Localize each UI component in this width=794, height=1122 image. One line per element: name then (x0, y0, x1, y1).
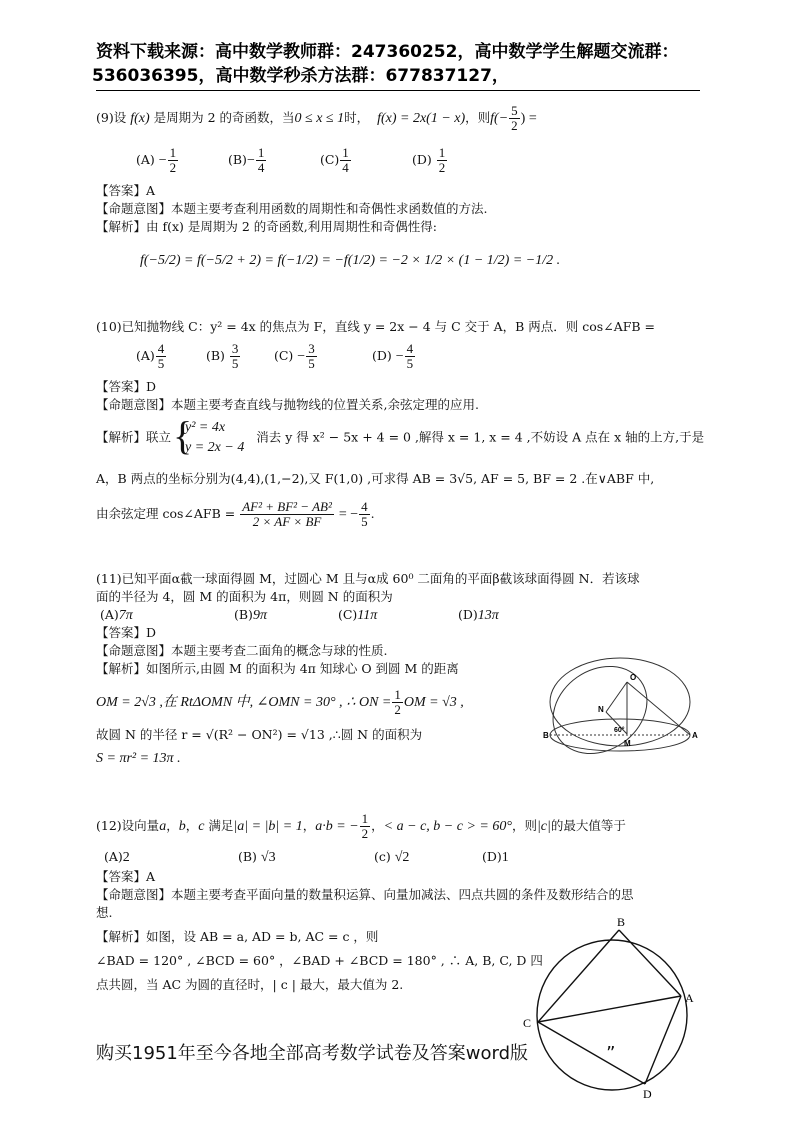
sphere-figure (540, 650, 700, 760)
q12-option-b (238, 848, 370, 867)
q11-intent-text: 本题主要考查二面角的概念与球的性质. (171, 643, 388, 658)
q11-number: (11) (96, 571, 122, 586)
q10-cos-den: 2 × AF × BF (252, 514, 322, 529)
q9-option-b (228, 146, 316, 175)
q11-option-c-label: (C) (337, 607, 358, 622)
q9-options (136, 146, 448, 175)
q9-option-d (412, 146, 448, 175)
q9-analysis-tag: 【解析】 (96, 219, 147, 234)
q9-option-c (320, 146, 408, 175)
q10-option-c-num: 3 (308, 341, 315, 356)
q9-option-d-frac (437, 146, 448, 175)
q10-analysis-tag: 【解析】 (96, 429, 147, 445)
q10-analysis-b: 消去 y 得 x² − 5x + 4 = 0 ,解得 x = 1, x = 4 ,不妨设 A 点在 x 轴的上方,于是 (256, 429, 705, 445)
q11-option-c-value: 11π (357, 608, 378, 623)
q9-definition: f(x) = 2x(1 − x) (377, 111, 466, 126)
fig-label-c: C (523, 1016, 532, 1030)
q10-option-c (274, 342, 368, 371)
q10-cos-result (359, 500, 370, 529)
q9-ask-den: 2 (511, 118, 518, 133)
q12-answer-tag: 【答案】 (96, 869, 147, 884)
q12-answer-value: A (146, 869, 156, 884)
q11-analysis-line-2 (96, 688, 464, 717)
line-on (606, 682, 627, 712)
q11-half-den: 2 (394, 702, 401, 717)
q9-intent-text: 本题主要考查利用函数的周期性和奇偶性求函数值的方法. (171, 201, 488, 216)
fig-label-b: B (543, 731, 549, 740)
q11-answer-tag: 【答案】 (96, 625, 147, 640)
q12-option-c-value: √2 (394, 850, 410, 865)
q10-cos-rden: 5 (361, 514, 368, 529)
q12-option-c (374, 848, 478, 867)
q9-option-b-sign: − (246, 153, 255, 168)
q10-analysis-line-3 (96, 500, 375, 529)
q12-answer (96, 868, 155, 886)
q11-option-a (100, 606, 230, 625)
q10-option-a (136, 342, 202, 371)
q9-ask-end: ) = (520, 111, 537, 126)
q12-angle: < a − c, b − c > = 60° (383, 819, 512, 834)
q11-option-b-value: 9π (252, 608, 267, 623)
q12-options (104, 848, 509, 867)
q9-condition: 0 ≤ x ≤ 1 (294, 111, 345, 126)
q12-analysis-line-1 (96, 928, 378, 946)
q10-cos-frac (240, 500, 334, 529)
q11-intent-tag: 【命题意图】 (96, 643, 172, 658)
q11-option-d (458, 606, 499, 625)
q9-option-a-num: 1 (169, 145, 177, 160)
q10-cos-num: AF² + BF² − AB² (242, 499, 332, 514)
side-ba (619, 930, 681, 996)
q9-option-a (136, 146, 224, 175)
q12-text-b: 满足 (208, 818, 234, 833)
q11-stem-line-2: 面的半径为 4，圆 M 的面积为 4π，则圆 N 的面积为 (96, 589, 393, 604)
q9-option-d-num: 1 (438, 145, 446, 160)
q10-intent-tag: 【命题意图】 (96, 397, 172, 412)
q10-text: 已知抛物线 C：y² = 4x 的焦点为 F，直线 y = 2x − 4 与 C 交于 A，B 两点．则 cos∠AFB = (121, 319, 656, 334)
footer-text: 购买1951年至今各地全部高考数学试卷及答案word版 (96, 1043, 529, 1064)
q11-analysis-line-3: 故圆 N 的半径 r = √(R² − ON²) = √13 ,∴圆 N 的面积为 (96, 727, 423, 742)
q11-option-a-label: (A) (100, 607, 119, 622)
q12-option-d-value: 1 (501, 850, 509, 865)
q11-option-b (234, 606, 334, 625)
cyclic-quad-figure (520, 912, 700, 1102)
q10-option-d-sign: − (395, 349, 404, 364)
q9-text-c: 时， (344, 110, 370, 125)
q12-condition: |a| = |b| = 1 (233, 819, 303, 834)
q10-answer-value: D (146, 379, 157, 394)
fig-label-angle: 60° (614, 727, 625, 734)
q9-option-c-den: 4 (342, 160, 349, 175)
q12-stem: (12)设向量a，b，c 满足|a| = |b| = 1，a·b = − $\frac{1}{2}$ ，< a − c, b − c > = 60°，则|c|的最大值等于 (96, 811, 626, 841)
q9-intent (96, 200, 488, 218)
q12-intent-line-2: 想. (96, 905, 113, 920)
q10-analysis-line-1 (96, 418, 704, 458)
q10-analysis-line-2: A，B 两点的坐标分别为(4,4),(1,−2),又 F(1,0) ,可求得 AB = 3√5, AF = 5, BF = 2 .在∨ABF 中, (96, 471, 655, 486)
fig-label-m: M (624, 739, 631, 748)
q9-number: (9) (96, 110, 114, 125)
q12-option-b-value: √3 (260, 850, 276, 865)
q12-vec-a: a (159, 819, 167, 834)
fig-label-a: A (685, 991, 694, 1005)
q9-option-d-label: (D) (411, 152, 432, 167)
q11-answer-value: D (146, 625, 157, 640)
q9-ask-num: 5 (511, 103, 518, 118)
q12-ask: |c| (536, 819, 551, 834)
q11-analysis-2c: OM = √3 , (403, 695, 464, 710)
q12-option-a-label: (A) (104, 849, 123, 864)
q12-number: (12) (96, 818, 122, 833)
q10-cos-mid: = − (338, 507, 359, 522)
q12-analysis-tag: 【解析】 (96, 929, 147, 944)
fig-label-d: D (643, 1087, 652, 1101)
q10-option-c-sign: − (297, 349, 306, 364)
side-cb (538, 930, 619, 1022)
q9-option-c-label: (C) (319, 152, 340, 167)
q12-option-b-label: (B) (237, 849, 257, 864)
q10-system-eq-2: y = 2x − 4 (185, 440, 245, 455)
q12-option-d-label: (D) (481, 849, 502, 864)
q12-dot: a·b = − (315, 819, 359, 834)
q10-answer (96, 378, 156, 396)
q11-option-c (338, 606, 454, 625)
q11-analysis-1: 如图所示,由圆 M 的面积为 4π 知球心 O 到圆 M 的距离 (146, 661, 459, 676)
q12-option-a-value: 2 (122, 850, 130, 865)
q10-option-a-num: 4 (157, 341, 165, 356)
banner-line-2: 536036395，高中数学秒杀方法群：677837127， (92, 66, 509, 86)
q10-intent (96, 396, 479, 414)
q10-option-b-num: 3 (231, 341, 239, 356)
q10-cos-end: . (370, 506, 375, 521)
fig-label-a: A (692, 731, 698, 740)
q11-stem-line-1 (96, 570, 640, 588)
q12-option-a (104, 848, 234, 867)
q9-option-b-den: 4 (257, 160, 265, 175)
q9-option-b-frac (256, 146, 267, 175)
q11-analysis-2b: ∴ ON = (346, 695, 392, 710)
q10-number: (10) (96, 319, 122, 334)
circumcircle (537, 940, 687, 1090)
fig-label-b: B (617, 915, 626, 929)
q10-system-eq-1: { y² = 4x (185, 420, 226, 435)
q11-option-d-label: (D) (457, 607, 478, 622)
q9-option-d-den: 2 (438, 160, 446, 175)
q10-analysis-a: 联立 (146, 429, 172, 445)
fig-label-n: N (598, 705, 604, 714)
q12-intent-text-1: 本题主要考查平面向量的数量积运算、向量加减法、四点共圆的条件及数形结合的思 (171, 887, 634, 902)
q10-equation-system (175, 418, 244, 458)
q10-answer-tag: 【答案】 (96, 379, 147, 394)
q10-option-b (206, 342, 270, 371)
q12-dot-den: 2 (361, 826, 369, 841)
q9-answer-value: A (146, 183, 156, 198)
q11-options (100, 606, 499, 625)
q10-option-a-label: (A) (136, 348, 155, 363)
q12-option-c-label: (c) (373, 849, 391, 864)
q10-option-c-frac (306, 342, 317, 371)
q9-answer (96, 182, 155, 200)
q9-analysis (96, 218, 437, 236)
q10-option-a-frac (156, 342, 167, 371)
q9-text-a: 设 (113, 110, 131, 125)
q11-option-b-label: (B) (233, 607, 253, 622)
q9-option-b-num: 1 (257, 145, 265, 160)
q11-answer (96, 624, 156, 642)
q9-option-a-label: (A) (136, 152, 155, 167)
q12-text-a: 设向量 (121, 818, 160, 833)
q9-analysis-text: 由 f(x) 是周期为 2 的奇函数,利用周期性和奇偶性得: (146, 219, 437, 234)
q12-text-c: ，则 (511, 818, 537, 833)
q9-fx: f(x) (130, 111, 150, 126)
q10-option-d-frac (405, 342, 416, 371)
q12-intent-line-1 (96, 886, 634, 904)
q9-derivation: f(−5/2) = f(−5/2 + 2) = f(−1/2) = −f(1/2) = −2 × 1/2 × (1 − 1/2) = −1/2 . (140, 253, 561, 268)
q10-option-d-label: (D) (371, 348, 392, 363)
q11-analysis-line-4: S = πr² = 13π . (96, 751, 181, 766)
q12-option-d (482, 848, 509, 867)
q11-analysis-2a: OM = 2√3 ,在 RtΔOMN 中, ∠OMN = 30° , (96, 695, 343, 710)
diagonal-ca (538, 996, 681, 1022)
q10-option-a-den: 5 (157, 356, 165, 371)
q9-option-a-frac (168, 146, 179, 175)
q10-intent-text: 本题主要考查直线与抛物线的位置关系,余弦定理的应用. (171, 397, 479, 412)
q10-option-c-den: 5 (308, 356, 315, 371)
q9-ask-frac (509, 104, 520, 133)
q11-analysis-tag: 【解析】 (96, 661, 147, 676)
q12-vec-b: b (178, 819, 186, 834)
q12-analysis-line-3: 点共圆，当 AC 为圆的直径时，| c | 最大，最大值为 2. (96, 977, 404, 992)
q11-intent (96, 642, 388, 660)
q10-option-b-frac (230, 342, 241, 371)
q9-option-a-den: 2 (169, 160, 177, 175)
q10-analysis-d: 由余弦定理 cos∠AFB = (96, 506, 236, 521)
q12-vec-c: c (198, 819, 205, 834)
banner-line-1: 资料下载来源：高中数学教师群：247360252，高中数学学生解题交流群： (96, 42, 679, 62)
q11-option-d-value: 13π (477, 608, 499, 623)
q11-line-1: 已知平面α截一球面得圆 M，过圆心 M 且与α成 60⁰ 二面角的平面β截该球面得圆 N．若该球 (121, 571, 640, 586)
q10-options (136, 342, 416, 371)
source-banner (92, 40, 708, 88)
side-cd (538, 1022, 645, 1084)
line-oa (627, 682, 690, 735)
q10-option-c-label: (C) (273, 348, 294, 363)
header-rule (96, 90, 700, 91)
footer-tail: ” (606, 1043, 616, 1064)
q10-option-b-den: 5 (231, 356, 239, 371)
q11-option-a-value: 7π (118, 608, 133, 623)
q12-analysis-line-2: ∠BAD = 120° , ∠BCD = 60° ，∠BAD + ∠BCD = 180° , ∴ A, B, C, D 四 (96, 953, 543, 968)
q12-analysis-1: 如图，设 AB = a, AD = b, AC = c ，则 (146, 929, 379, 944)
q10-stem (96, 318, 655, 336)
q9-option-c-num: 1 (342, 145, 349, 160)
q12-dot-frac (360, 812, 371, 841)
q9-option-b-label: (B) (227, 152, 247, 167)
q9-option-c-frac (340, 146, 351, 175)
q10-option-d-den: 5 (406, 356, 414, 371)
q11-half (392, 688, 403, 717)
q9-answer-tag: 【答案】 (96, 183, 147, 198)
q10-option-d (372, 342, 416, 371)
q12-dot-num: 1 (361, 811, 369, 826)
q9-ask: f(− (490, 111, 509, 126)
q9-text-d: ，则 (465, 110, 491, 125)
q12-text-d: 的最大值等于 (550, 818, 626, 833)
q9-option-a-sign: − (158, 153, 167, 168)
q10-option-d-num: 4 (406, 341, 414, 356)
fig-label-o: O (630, 673, 637, 682)
q10-cos-rnum: 4 (361, 499, 368, 514)
q11-analysis-line-1 (96, 660, 459, 678)
q9-intent-tag: 【命题意图】 (96, 201, 172, 216)
q9-text-b: 是周期为 2 的奇函数，当 (149, 110, 295, 125)
q12-intent-tag: 【命题意图】 (96, 887, 172, 902)
q11-half-num: 1 (394, 687, 401, 702)
q9-stem (96, 104, 537, 133)
q10-option-b-label: (B) (205, 348, 225, 363)
